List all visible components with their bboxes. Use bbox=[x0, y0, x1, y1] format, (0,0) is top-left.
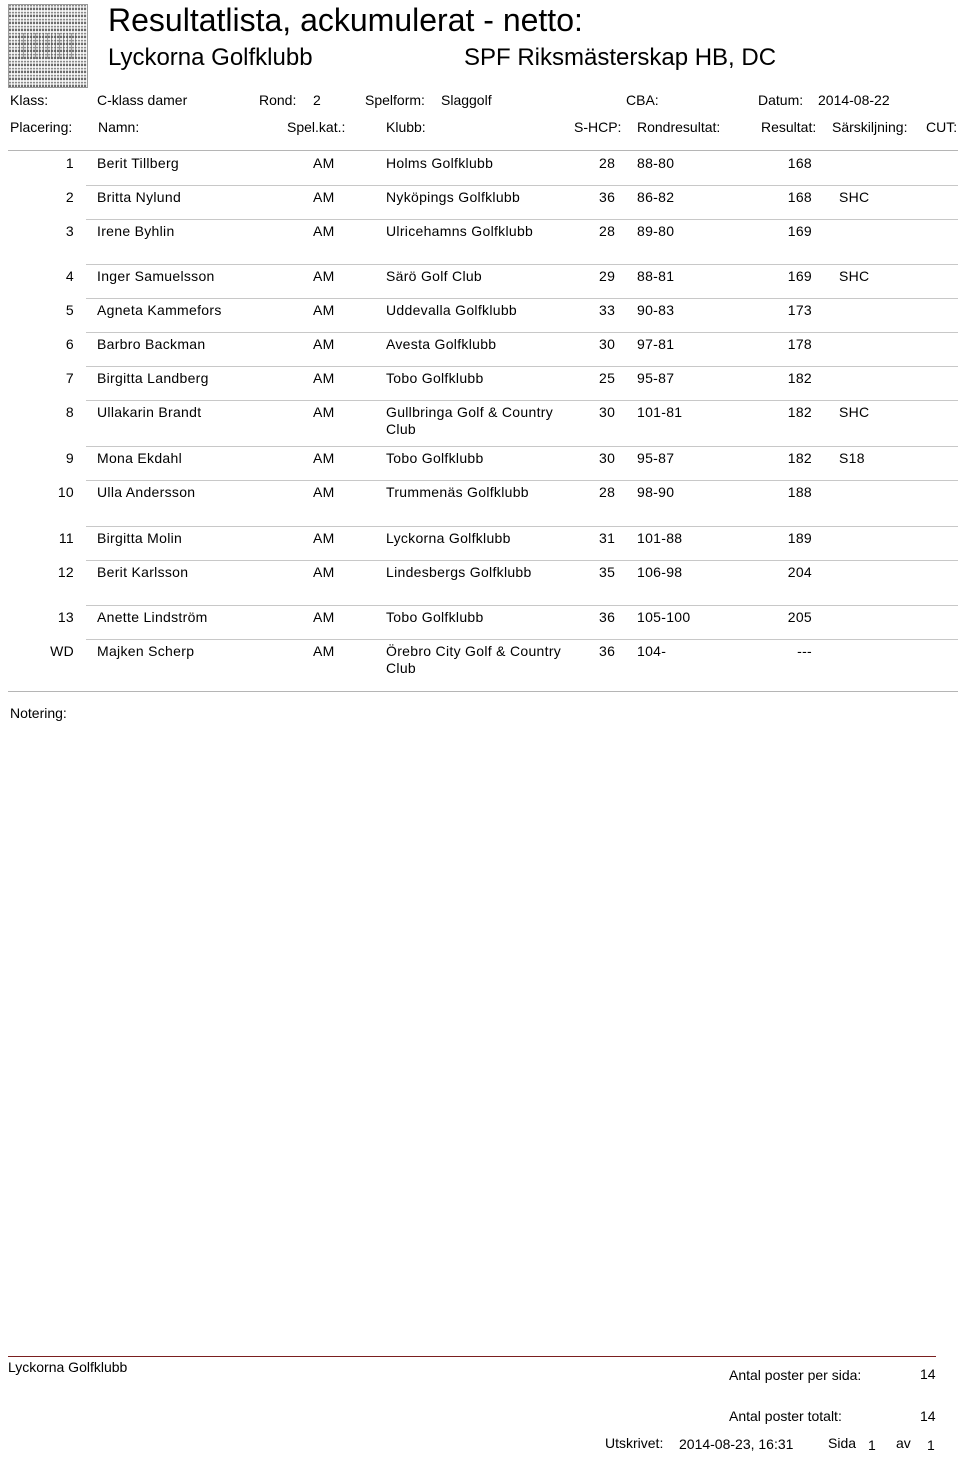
row-divider bbox=[86, 264, 958, 265]
cell-namn: Majken Scherp bbox=[97, 643, 195, 659]
col-cut: CUT: bbox=[926, 119, 958, 135]
cell-klubb: Särö Golf Club bbox=[386, 268, 483, 284]
table-row bbox=[0, 484, 960, 530]
cell-spelkat: AM bbox=[313, 155, 335, 171]
cell-namn: Birgitta Landberg bbox=[97, 370, 209, 386]
row-divider bbox=[86, 366, 958, 367]
cell-shcp: 35 bbox=[599, 564, 616, 580]
page-value: 1 bbox=[868, 1437, 876, 1453]
table-row bbox=[0, 450, 960, 484]
row-divider bbox=[86, 639, 958, 640]
cell-spelkat: AM bbox=[313, 530, 335, 546]
row-divider bbox=[86, 185, 958, 186]
table-row bbox=[0, 336, 960, 370]
per-page-value: 14 bbox=[920, 1366, 936, 1382]
row-divider bbox=[86, 332, 958, 333]
col-rondresultat: Rondresultat: bbox=[637, 119, 721, 135]
cell-shcp: 36 bbox=[599, 189, 616, 205]
cell-rondresultat: 98-90 bbox=[637, 484, 675, 500]
cell-namn: Mona Ekdahl bbox=[97, 450, 183, 466]
cell-rondresultat: 101-81 bbox=[637, 404, 683, 420]
cell-klubb: Trummenäs Golfklubb bbox=[386, 484, 529, 500]
col-klubb: Klubb: bbox=[386, 119, 426, 135]
datum-value: 2014-08-22 bbox=[818, 92, 890, 108]
row-divider bbox=[86, 219, 958, 220]
cell-shcp: 28 bbox=[599, 223, 616, 239]
spelform-value: Slaggolf bbox=[441, 92, 492, 108]
cell-placering: 12 bbox=[57, 564, 74, 580]
row-divider bbox=[86, 446, 958, 447]
per-page-label: Antal poster per sida: bbox=[729, 1367, 862, 1383]
cell-spelkat: AM bbox=[313, 268, 335, 284]
table-row bbox=[0, 530, 960, 564]
table-row bbox=[0, 609, 960, 643]
cell-namn: Agneta Kammefors bbox=[97, 302, 222, 318]
cell-placering: 3 bbox=[65, 223, 74, 239]
cell-namn: Ulla Andersson bbox=[97, 484, 196, 500]
table-row bbox=[0, 643, 960, 691]
cell-namn: Ullakarin Brandt bbox=[97, 404, 202, 420]
spelform-label: Spelform: bbox=[365, 92, 425, 108]
cell-klubb: Tobo Golfklubb bbox=[386, 450, 484, 466]
club-name: Lyckorna Golfklubb bbox=[108, 44, 313, 71]
of-label: av bbox=[896, 1435, 911, 1451]
total-label: Antal poster totalt: bbox=[729, 1408, 842, 1424]
cell-klubb: Tobo Golfklubb bbox=[386, 370, 484, 386]
cell-placering: 11 bbox=[58, 530, 74, 546]
cell-klubb: Lyckorna Golfklubb bbox=[386, 530, 511, 546]
header-divider bbox=[8, 150, 958, 151]
cell-spelkat: AM bbox=[313, 643, 335, 659]
competition-name: SPF Riksmästerskap HB, DC bbox=[464, 44, 777, 71]
table-row bbox=[0, 189, 960, 223]
cell-sarskiljning: SHC bbox=[839, 404, 870, 420]
cell-shcp: 28 bbox=[599, 155, 616, 171]
cell-resultat: 169 bbox=[787, 268, 812, 284]
cba-label: CBA: bbox=[626, 92, 659, 108]
cell-rondresultat: 95-87 bbox=[637, 450, 675, 466]
cell-resultat: 182 bbox=[787, 370, 812, 386]
row-divider bbox=[86, 605, 958, 606]
cell-rondresultat: 101-88 bbox=[637, 530, 683, 546]
cell-shcp: 30 bbox=[599, 404, 616, 420]
cell-resultat: 178 bbox=[787, 336, 812, 352]
cell-spelkat: AM bbox=[313, 336, 335, 352]
row-divider bbox=[86, 400, 958, 401]
cell-resultat: --- bbox=[797, 643, 812, 659]
cell-placering: 9 bbox=[65, 450, 74, 466]
cell-klubb: Nyköpings Golfklubb bbox=[386, 189, 521, 205]
cell-namn: Birgitta Molin bbox=[97, 530, 183, 546]
table-row bbox=[0, 404, 960, 450]
datum-label: Datum: bbox=[758, 92, 804, 108]
cell-klubb: Ulricehamns Golfklubb bbox=[386, 223, 534, 239]
cell-rondresultat: 86-82 bbox=[637, 189, 675, 205]
cell-placering: 4 bbox=[65, 268, 74, 284]
cell-placering: 6 bbox=[65, 336, 74, 352]
cell-resultat: 188 bbox=[787, 484, 812, 500]
cell-placering: 5 bbox=[65, 302, 74, 318]
total-value: 14 bbox=[920, 1408, 936, 1424]
cell-rondresultat: 105-100 bbox=[637, 609, 691, 625]
cell-resultat: 182 bbox=[787, 450, 812, 466]
footer-divider bbox=[8, 1356, 936, 1357]
cell-spelkat: AM bbox=[313, 450, 335, 466]
cell-rondresultat: 89-80 bbox=[637, 223, 675, 239]
klass-label: Klass: bbox=[10, 92, 49, 108]
cell-rondresultat: 97-81 bbox=[637, 336, 675, 352]
page-label: Sida bbox=[828, 1435, 857, 1451]
cell-klubb: Uddevalla Golfklubb bbox=[386, 302, 517, 318]
cell-spelkat: AM bbox=[313, 370, 335, 386]
col-placering: Placering: bbox=[10, 119, 73, 135]
printed-label: Utskrivet: bbox=[605, 1435, 664, 1451]
cell-resultat: 168 bbox=[787, 189, 812, 205]
cell-placering: 7 bbox=[65, 370, 74, 386]
cell-klubb: Avesta Golfklubb bbox=[386, 336, 497, 352]
cell-rondresultat: 95-87 bbox=[637, 370, 675, 386]
col-shcp: S-HCP: bbox=[574, 119, 622, 135]
footer-club: Lyckorna Golfklubb bbox=[8, 1359, 128, 1375]
cell-rondresultat: 106-98 bbox=[637, 564, 683, 580]
row-divider bbox=[86, 480, 958, 481]
row-divider bbox=[86, 526, 958, 527]
cell-resultat: 169 bbox=[787, 223, 812, 239]
cell-shcp: 29 bbox=[599, 268, 616, 284]
cell-klubb: Örebro City Golf & Country Club bbox=[386, 643, 562, 676]
cell-rondresultat: 88-81 bbox=[637, 268, 675, 284]
cell-rondresultat: 90-83 bbox=[637, 302, 675, 318]
cell-resultat: 189 bbox=[787, 530, 812, 546]
cell-namn: Anette Lindström bbox=[97, 609, 208, 625]
col-spelkat: Spel.kat.: bbox=[287, 119, 346, 135]
club-logo bbox=[8, 4, 88, 88]
page-title: Resultatlista, ackumulerat - netto: bbox=[108, 2, 583, 38]
cell-resultat: 205 bbox=[787, 609, 812, 625]
table-row bbox=[0, 370, 960, 404]
cell-shcp: 30 bbox=[599, 336, 616, 352]
table-row bbox=[0, 268, 960, 302]
cell-spelkat: AM bbox=[313, 609, 335, 625]
cell-klubb: Lindesbergs Golfklubb bbox=[386, 564, 532, 580]
cell-namn: Inger Samuelsson bbox=[97, 268, 215, 284]
cell-resultat: 168 bbox=[787, 155, 812, 171]
cell-sarskiljning: S18 bbox=[839, 450, 865, 466]
of-value: 1 bbox=[927, 1437, 935, 1453]
cell-namn: Berit Karlsson bbox=[97, 564, 189, 580]
row-divider bbox=[86, 298, 958, 299]
cell-spelkat: AM bbox=[313, 302, 335, 318]
cell-spelkat: AM bbox=[313, 404, 335, 420]
cell-klubb: Holms Golfklubb bbox=[386, 155, 494, 171]
cell-shcp: 31 bbox=[599, 530, 616, 546]
cell-sarskiljning: SHC bbox=[839, 189, 870, 205]
cell-placering: 1 bbox=[65, 155, 74, 171]
cell-placering: 10 bbox=[57, 484, 74, 500]
cell-resultat: 204 bbox=[787, 564, 812, 580]
cell-sarskiljning: SHC bbox=[839, 268, 870, 284]
table-row bbox=[0, 564, 960, 609]
col-namn: Namn: bbox=[98, 119, 140, 135]
cell-shcp: 36 bbox=[599, 609, 616, 625]
cell-shcp: 33 bbox=[599, 302, 616, 318]
rond-label: Rond: bbox=[259, 92, 297, 108]
cell-shcp: 25 bbox=[599, 370, 616, 386]
cell-resultat: 173 bbox=[787, 302, 812, 318]
cell-spelkat: AM bbox=[313, 484, 335, 500]
table-row bbox=[0, 223, 960, 268]
table-row bbox=[0, 302, 960, 336]
table-row bbox=[0, 155, 960, 189]
table-end-divider bbox=[8, 691, 958, 692]
cell-placering: 2 bbox=[65, 189, 74, 205]
cell-spelkat: AM bbox=[313, 189, 335, 205]
notering-label: Notering: bbox=[10, 705, 67, 721]
cell-shcp: 28 bbox=[599, 484, 616, 500]
cell-namn: Irene Byhlin bbox=[97, 223, 175, 239]
cell-namn: Berit Tillberg bbox=[97, 155, 180, 171]
cell-rondresultat: 104- bbox=[637, 643, 667, 659]
cell-namn: Barbro Backman bbox=[97, 336, 206, 352]
cell-placering: 8 bbox=[65, 404, 74, 420]
cell-shcp: 30 bbox=[599, 450, 616, 466]
printed-value: 2014-08-23, 16:31 bbox=[679, 1436, 794, 1452]
row-divider bbox=[86, 560, 958, 561]
cell-klubb: Gullbringa Golf & Country Club bbox=[386, 404, 554, 437]
cell-spelkat: AM bbox=[313, 564, 335, 580]
col-sarskiljning: Särskiljning: bbox=[832, 119, 908, 135]
cell-resultat: 182 bbox=[787, 404, 812, 420]
rond-value: 2 bbox=[313, 92, 321, 108]
col-resultat: Resultat: bbox=[761, 119, 817, 135]
cell-rondresultat: 88-80 bbox=[637, 155, 675, 171]
cell-placering: WD bbox=[50, 643, 74, 659]
cell-klubb: Tobo Golfklubb bbox=[386, 609, 484, 625]
cell-shcp: 36 bbox=[599, 643, 616, 659]
cell-spelkat: AM bbox=[313, 223, 335, 239]
cell-placering: 13 bbox=[57, 609, 74, 625]
cell-namn: Britta Nylund bbox=[97, 189, 182, 205]
klass-value: C-klass damer bbox=[97, 92, 188, 108]
